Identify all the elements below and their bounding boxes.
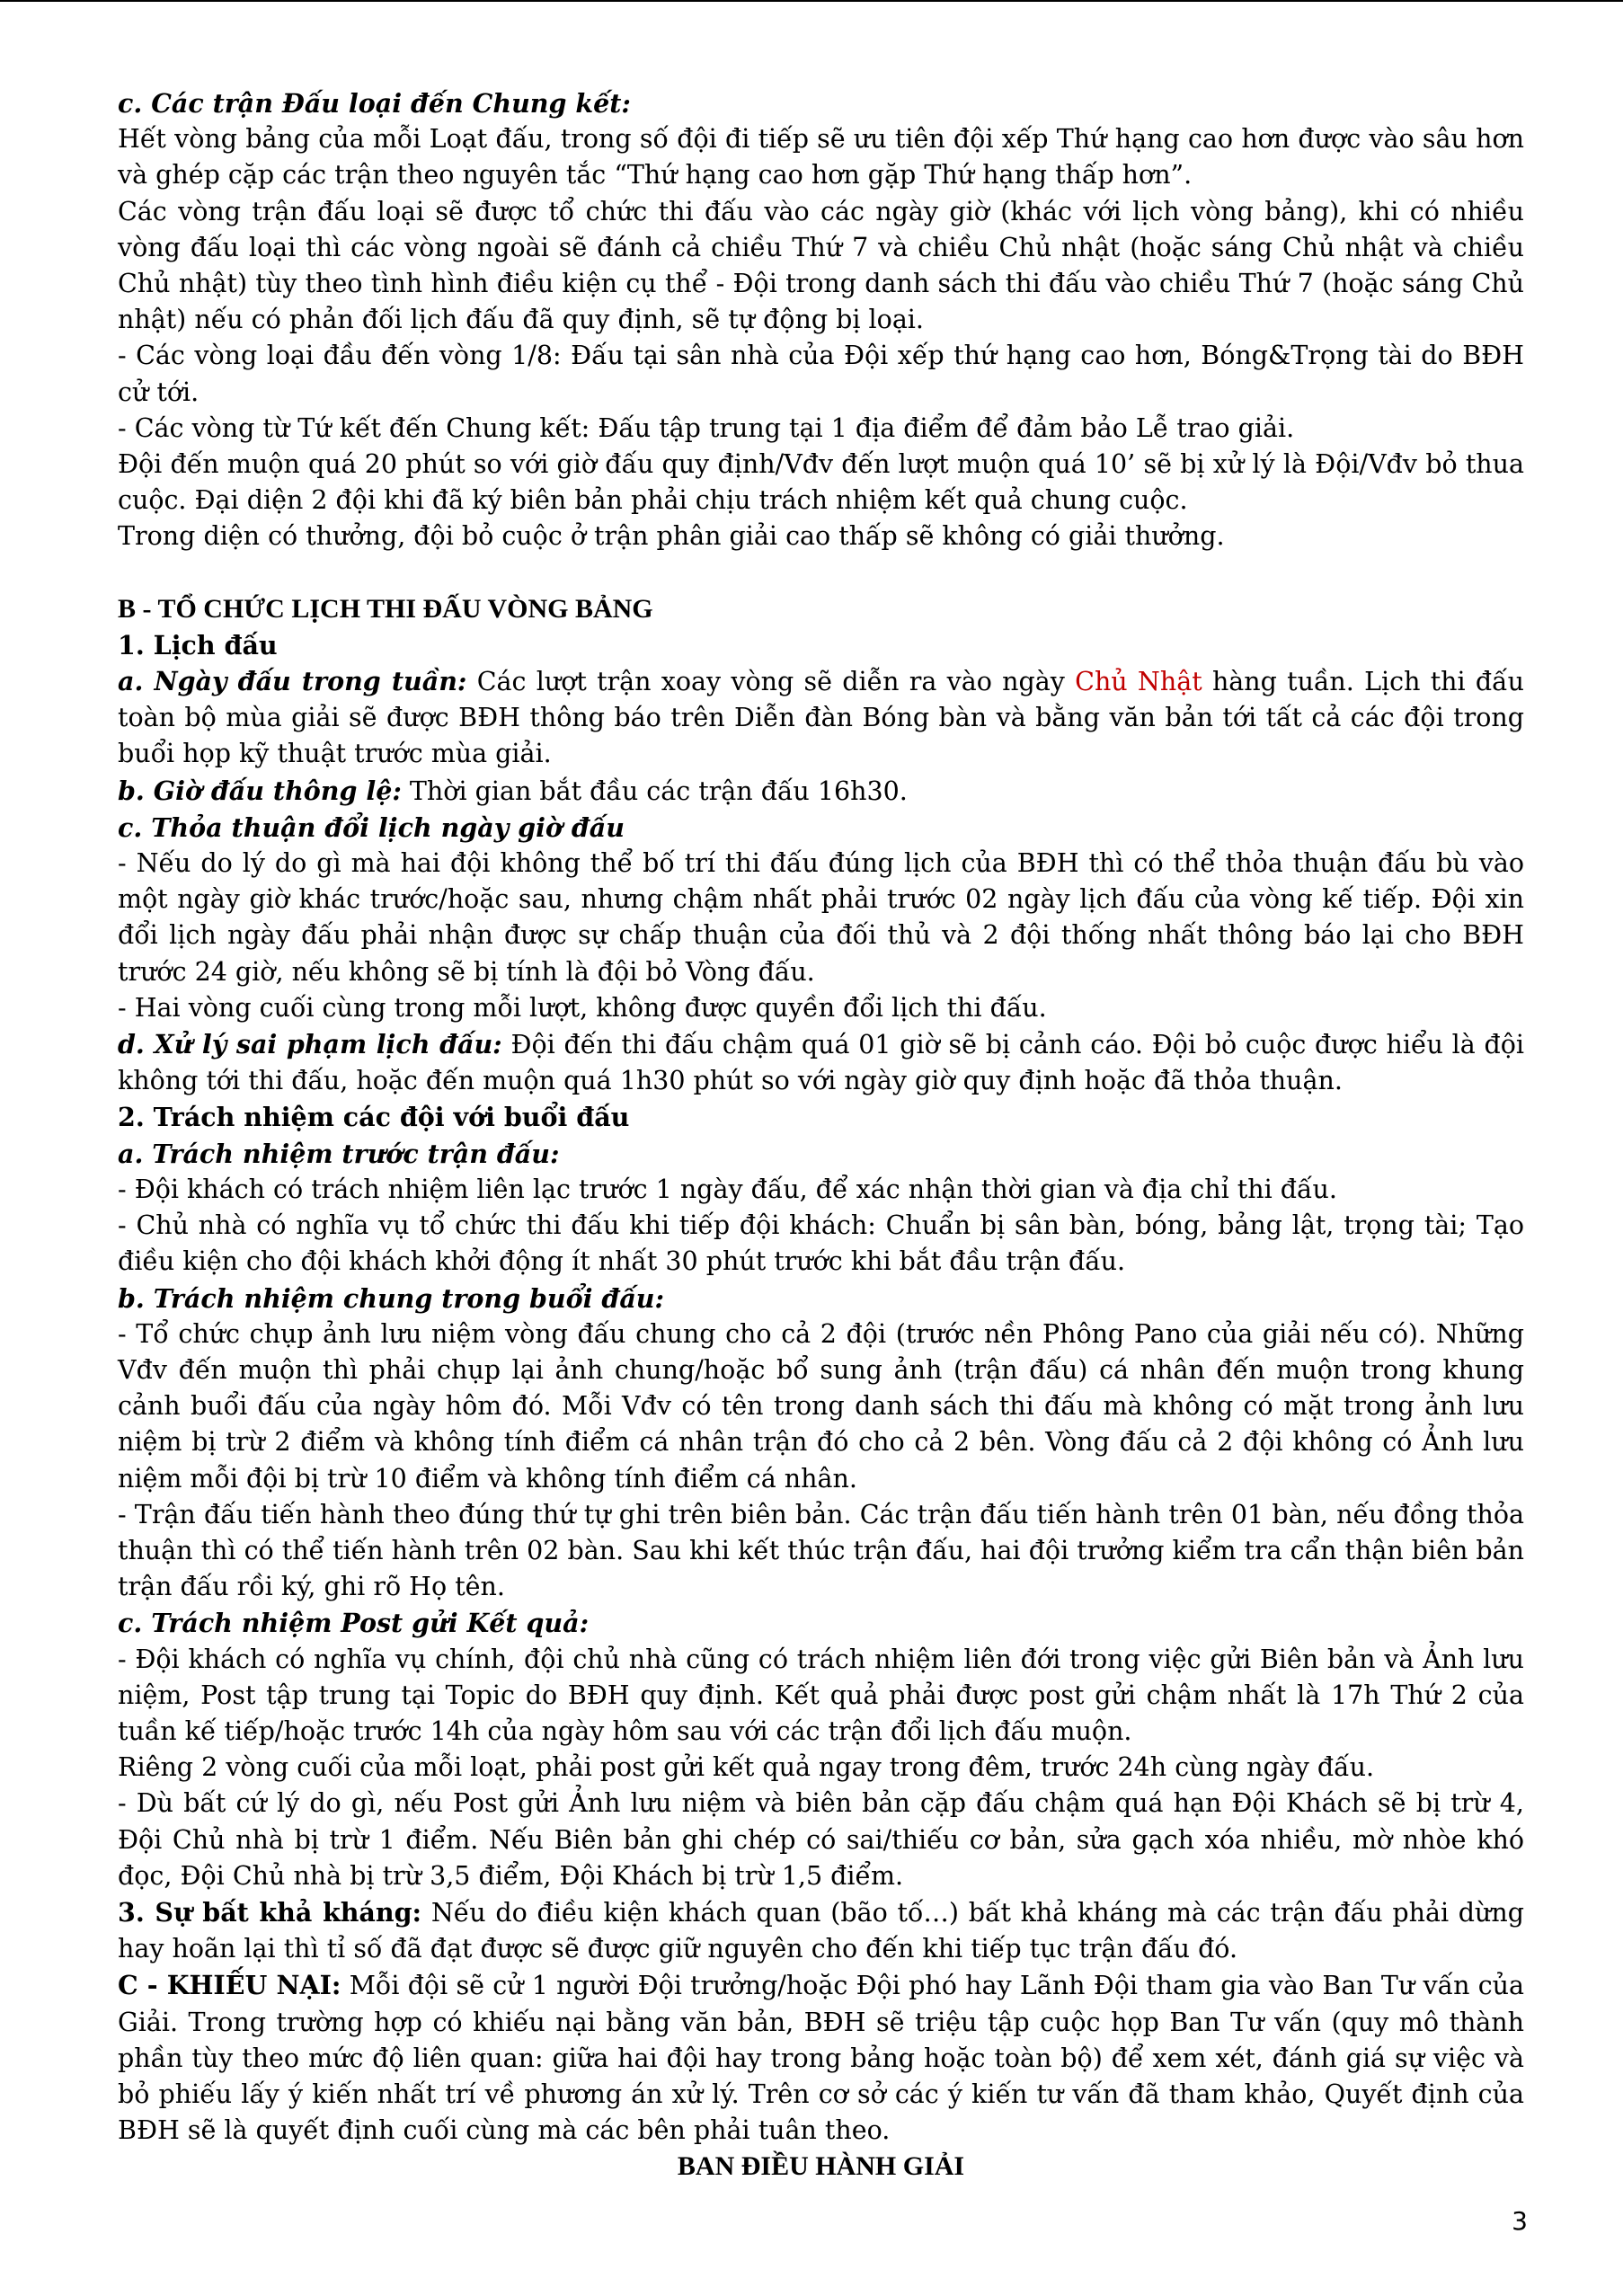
paragraph: - Chủ nhà có nghĩa vụ tổ chức thi đấu khi tiếp đội khách: Chuẩn bị sân bàn, bóng, bảng lật, trọng tài; Tạo điều kiện cho đội khách khởi động ít nhất 30 phút trước khi bắt đầu trận đấu. [118,1210,1524,1277]
paragraph: - Các vòng từ Tứ kết đến Chung kết: Đấu tập trung tại 1 địa điểm để đảm bảo Lễ trao giải. [118,412,1295,443]
paragraph: - Các vòng loại đầu đến vòng 1/8: Đấu tại sân nhà của Đội xếp thứ hạng cao hơn, Bóng&Trọng tài do BĐH cử tới. [118,341,1524,407]
label: 3. Sự bất khả kháng: [118,1896,422,1928]
paragraph: - Đội khách có nghĩa vụ chính, đội chủ nhà cũng có trách nhiệm liên đới trong việc gửi Biên bản và Ảnh lưu niệm, Post tập trung tại Topic do BĐH quy định. Kết quả phải được post gửi chậm nhất là 17h Thứ 2 của tuần kế tiếp/hoặc trước 14h của ngày hôm sau với các trận đổi lịch đấu muộn. [118,1644,1524,1746]
section-b-title: B - TỔ CHỨC LỊCH THI ĐẤU VÒNG BẢNG [118,593,653,624]
paragraph: - Đội khách có trách nhiệm liên lạc trước 1 ngày đấu, để xác nhận thời gian và địa chỉ thi đấu. [118,1174,1337,1204]
paragraph: Hết vòng bảng của mỗi Loạt đấu, trong số đội đi tiếp sẽ ưu tiên đội xếp Thứ hạng cao hơn được vào sâu hơn và ghép cặp các trận theo nguyên tắc “Thứ hạng cao hơn gặp Thứ hạng thấp hơn”. [118,124,1524,191]
subsection-2-title: 2. Trách nhiệm các đội với buổi đấu [118,1102,630,1133]
subsection-label: c. Trách nhiệm Post gửi Kết quả: [118,1608,590,1639]
paragraph: Riêng 2 vòng cuối của mỗi loạt, phải post gửi kết quả ngay trong đêm, trước 24h cùng ngày đấu. [118,1752,1375,1783]
paragraph: d. Xử lý sai phạm lịch đấu: Đội đến thi đấu chậm quá 01 giờ sẽ bị cảnh cáo. Đội bỏ cuộc được hiểu là đội không tới thi đấu, hoặc đến muộn quá 1h30 phút so với ngày giờ quy định hoặc đã thỏa thuận. [118,1029,1524,1096]
label: d. Xử lý sai phạm lịch đấu: [118,1029,502,1060]
paragraph: Đội đến muộn quá 20 phút so với giờ đấu quy định/Vđv đến lượt muộn quá 10’ sẽ bị xử lý là Đội/Vđv bỏ thua cuộc. Đại diện 2 đội khi đã ký biên bản phải chịu trách nhiệm kết quả chung cuộc. [118,449,1524,516]
paragraph: Trong diện có thưởng, đội bỏ cuộc ở trận phân giải cao thấp sẽ không có giải thưởng. [118,521,1225,552]
label: C - KHIẾU NẠI: [118,1970,341,2001]
highlight-sunday: Chủ Nhật [1075,667,1202,697]
paragraph: - Tổ chức chụp ảnh lưu niệm vòng đấu chung cho cả 2 đội (trước nền Phông Pano của giải nếu có). Những Vđv đến muộn thì phải chụp lại ảnh chung/hoặc bổ sung ảnh (trận đấu) cá nhân đến muộn trong khung cảnh buổi đấu của ngày hôm đó. Mỗi Vđv có tên trong danh sách thi đấu mà không có mặt trong ảnh lưu niệm bị trừ 2 điểm và không tính điểm cá nhân trận đó cho cả 2 bên. Vòng đấu cả 2 đội không có Ảnh lưu niệm mỗi đội bị trừ 10 điểm và không tính điểm cá nhân. [118,1318,1524,1494]
subsection-label: b. Trách nhiệm chung trong buổi đấu: [118,1282,665,1314]
subsection-label: c. Thỏa thuận đổi lịch ngày giờ đấu [118,811,625,843]
section-c-heading: c. Các trận Đấu loại đến Chung kết: [118,88,631,119]
paragraph: b. Giờ đấu thông lệ: Thời gian bắt đầu các trận đấu 16h30. [118,775,908,806]
page-number: 3 [1512,2206,1528,2236]
paragraph: C - KHIẾU NẠI: Mỗi đội sẽ cử 1 người Đội trưởng/hoặc Đội phó hay Lãnh Đội tham gia vào Ban Tư vấn của Giải. Trong trường hợp có khiếu nại bằng văn bản, BĐH sẽ triệu tập cuộc họp Ban Tư vấn (quy mô thành phần tùy theo mức độ liên quan: giữa hai đội hay trong bảng hoặc toàn bộ) để xem xét, đánh giá sự việc và bỏ phiếu lấy ý kiến nhất trí về phương án xử lý. Trên cơ sở các ý kiến tư vấn đã tham khảo, Quyết định của BĐH sẽ là quyết định cuối cùng mà các bên phải tuân theo. [118,1970,1525,2146]
paragraph: - Hai vòng cuối cùng trong mỗi lượt, không được quyền đổi lịch thi đấu. [118,992,1047,1023]
paragraph: 3. Sự bất khả kháng: Nếu do điều kiện khách quan (bão tố…) bất khả kháng mà các trận đấu phải dừng hay hoãn lại thì tỉ số đã đạt được sẽ được giữ nguyên cho đến khi tiếp tục trận đấu đó. [118,1896,1524,1964]
paragraph: - Trận đấu tiến hành theo đúng thứ tự ghi trên biên bản. Các trận đấu tiến hành trên 01 bàn, nếu đồng thỏa thuận thì có thể tiến hành trên 02 bàn. Sau khi kết thúc trận đấu, hai đội trưởng kiểm tra cẩn thận biên bản trận đấu rồi ký, ghi rõ Họ tên. [118,1499,1524,1602]
label: b. Giờ đấu thông lệ: [118,775,402,806]
top-border-line [0,0,1623,2]
subsection-1-title: 1. Lịch đấu [118,629,278,660]
label: a. Ngày đấu trong tuần: [118,666,467,697]
signature: BAN ĐIỀU HÀNH GIẢI [677,2151,965,2182]
paragraph: Các vòng trận đấu loại sẽ được tổ chức thi đấu vào các ngày giờ (khác với lịch vòng bảng), khi có nhiều vòng đấu loại thì các vòng ngoài sẽ đánh cả chiều Thứ 7 và chiều Chủ nhật (hoặc sáng Chủ nhật và chiều Chủ nhật) tùy theo tình hình điều kiện cụ thể - Đội trong danh sách thi đấu vào chiều Thứ 7 (hoặc sáng Chủ nhật) nếu có phản đối lịch đấu đã quy định, sẽ tự động bị loại. [118,196,1524,335]
subsection-label: a. Trách nhiệm trước trận đấu: [118,1138,560,1169]
paragraph: a. Ngày đấu trong tuần: Các lượt trận xoay vòng sẽ diễn ra vào ngày Chủ Nhật hàng tuần. Lịch thi đấu toàn bộ mùa giải sẽ được BĐH thông báo trên Diễn đàn Bóng bàn và bằng văn bản tới tất cả các đội trong buổi họp kỹ thuật trước mùa giải. [118,666,1524,769]
page-content [118,85,1524,2185]
paragraph: - Dù bất cứ lý do gì, nếu Post gửi Ảnh lưu niệm và biên bản cặp đấu chậm quá hạn Đội Khách sẽ bị trừ 4, Đội Chủ nhà bị trừ 1 điểm. Nếu Biên bản ghi chép có sai/thiếu cơ bản, sửa gạch xóa nhiều, mờ nhòe khó đọc, Đội Chủ nhà bị trừ 3,5 điểm, Đội Khách bị trừ 1,5 điểm. [118,1788,1524,1891]
paragraph: - Nếu do lý do gì mà hai đội không thể bố trí thi đấu đúng lịch của BĐH thì có thể thỏa thuận đấu bù vào một ngày giờ khác trước/hoặc sau, nhưng chậm nhất phải trước 02 ngày lịch đấu của vòng kế tiếp. Đội xin đổi lịch ngày đấu phải nhận được sự chấp thuận của đối thủ và 2 đội thống nhất thông báo lại cho BĐH trước 24 giờ, nếu không sẽ bị tính là đội bỏ Vòng đấu. [118,848,1524,987]
